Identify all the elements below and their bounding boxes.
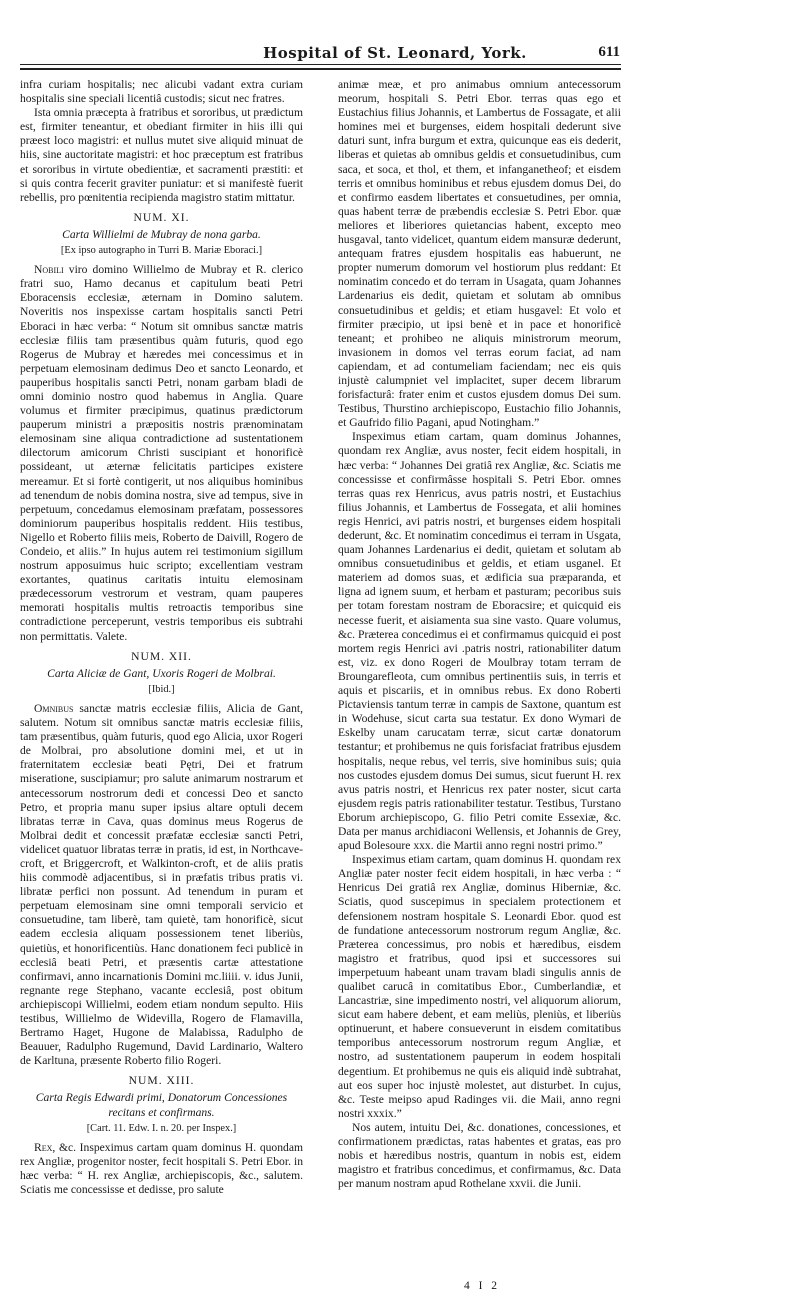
document-source-xi: [Ex ipso autographo in Turri B. Mariæ Eboraci.] (60, 245, 263, 257)
opening-word: Rex (34, 1140, 53, 1154)
document-number-xiii: NUM. XIII. (128, 1074, 195, 1088)
printer-signature: 4 I 2 (463, 1280, 501, 1292)
document-source-xii: [Ibid.] (148, 683, 175, 695)
document-number-xi: NUM. XI. (133, 210, 190, 224)
right-column (338, 78, 621, 1191)
paragraph-henry-charter: animæ meæ, et pro animabus omnium antecessorum meorum, hospitali S. Petri Ebor. terras quas ego et Eustachius filius Johannis, et Lambertus de Fossagate, et alii homines mei et burgenses, eidem hospitali dederunt sive daturi sunt, infra burgum et extra, quicunque eas eis dederit, liberas et quietas ab omnibus geldis et consuetudinibus, cum saca, et soca, et thol, et them, et infanganetheof; et eisdem terris et omnibus hominibus et rebus ejusdem domus Dei, do et confirmo easdem libertates et consuetudines, per omnia, quas habent terræ de præbendis ecclesiæ S. Petri Ebor. quæ meliores et liberiores quietancias habent, excepto meo husgaval, tanto videlicet, quantum eidem mansuræ dederunt, antequam fratres ejusdem hospitalis eas habuerunt, ne propter numerum domorum vel hostiorum plus reddant: Et nominatim concedo et do terram in Usagata, quam Johannes Lardenarius eis dedit, quietam et solutam ab omnibus consuetudinibus et geldis; et etiam husgavel: Et volo et firmiter præcipio, ut ipsi benè et in pace et honorificè teneant; et prohibeo ne aliquis ministrorum meorum, invasionem in domos vel terras eorum faciat, ad nam capiendam, et ad contumeliam faciendam; nec eis quis injustè calumpniet vel implacitet, super decem librarum forisfacturâ: frater enim et custos ejusdem domus Dei sum. Testibus, Thurstino archiepiscopo, Eustachio filio Johannis, et Gaufrido filio Pagani, apud Notingham.” (338, 78, 621, 430)
document-title-xiii: Carta Regis Edwardi primi, Donatorum Concessiones recitans et confirmans. (35, 1091, 288, 1119)
document-text-xiii (20, 1141, 303, 1197)
paragraph-continuation: infra curiam hospitalis; nec alicubi vadant extra curiam hospitalis sine speciali licentiâ custodis; sicut nec fratres. (20, 78, 303, 106)
charter-text: viro domino Willielmo de Mubray et R. clerico fratri suo, Hamo decanus et capitulum beati Petri Eboracensis ecclesiæ, æternam in Domino salutem. Noveritis nos inspexisse cartam hospitalis sancti Petri Eboraci in hæc verba: “ Notum sit omnibus sanctæ matris ecclesiæ filiis tam præsentibus quàm futuris, quod ego Rogerus de Mubray et hæredes mei concessimus et in perpetuam elemosinam dedimus Deo et sancto Leonardo, et pauperibus hospitalis sancti Petri, nonam garbam bladi de omni dominio nostro quod habemus in Anglia. Quare volumus et firmiter præcipimus, quatinus prædictorum pauperum ministri a præpositis nostris prænominatam elemosinam sine aliqua contradictione ad sustentationem dilectorum amicorum Christi suscipiant et honorificè possideant, ut æternæ felicitatis participes existere mereamur. Et si fortè contigerit, ut nos aliquibus hominibus ad tenendum de nobis domina nostra, sive ad tempus, sive in perpetuum, concedamus elemosinam præfatam, possessores dominiorum pauperibus hospitalis reddent. Hiis testibus, Nigello et Roberto filiis meis, Roberto de Daivill, Rogero de Condeio, et aliis.” In hujus autem rei testimonium sigillum nostrum apposuimus huic scripto; excellentiam vestram exortantes, quatinus caritatis intuitu elemosinam prædecessorum vestrorum et vestram, quam pauperes memorati hospitalis multis retroactis temporibus sine contradictione perceperunt, vestris temporibus eis subtrahi non permittatis. Valete. (20, 263, 303, 643)
page-number: 611 (598, 44, 620, 60)
header-rule-thin (20, 64, 621, 65)
opening-word: Nobili (34, 263, 64, 277)
left-column (20, 78, 303, 1197)
charter-text: sanctæ matris ecclesiæ filiis, Alicia de Gant, salutem. Notum sit omnibus sanctæ matris ecclesiæ filiis, tam præsentibus, quàm futuris, quod ego Alicia, uxor Rogeri de Molbrai, pro absolutione domini mei, et ut in fraternitatem ecclesiæ beati Pętri, Dei et fratrum miseratione, suscipiamur; pro salute animarum nostrarum et antecessorum nostrorum dedi et concessi Deo et sancto Petro, et propria manu super ipsius altare optuli decem libratas terræ in Cava, quas dominus meus Rogerus de Molbrai dedit et concessit præfatæ ecclesiæ sancti Petri, videlicet quatuor libratas terræ in pratis, id est, in Northcave-croft, et Briggercroft, et Walkinton-croft, et de aliis pratis hiis commodè adjacentibus, si in præfatis tribus pratis vi. libratæ perfici non possunt. Ad tenendum in puram et perpetuam elemosinam sine omni temporali servicio et consuetudine, tam liberè, tam quietè, tam honorificè, sicut eadem ecclesia aliquam possessionem tenet liberiùs, quietiùs, et honorificentiùs. Hanc donationem feci publicè in ecclesiâ beati Petri, et præsentis cartæ attestatione confirmavi, anno incarnationis Domini mc.liiii. v. idus Junii, regnante rege Stephano, vacante ecclesiâ, post obitum archiepiscopi Willielmi, eodem etiam nondum sepulto. Hiis testibus, Willielmo de Widevilla, Rogero de Flamavilla, Bertramo Haget, Hugone de Malabissa, Radulpho de Beauuer, Radulpho Rugemund, David Lardinario, Waltero de Karltuna, præsente Roberto filio Rogeri. (20, 701, 303, 1068)
document-text-xi (20, 263, 303, 644)
paragraph-john-charter: Inspeximus etiam cartam, quam dominus Johannes, quondam rex Angliæ, avus noster, fecit eidem hospitali, in hæc verba: “ Johannes Dei gratiâ rex Angliæ, &c. Sciatis me concessisse et confirmâsse hospitali S. Petri Ebor. omnes terras quas rex Henricus, avus patris nostri, et Eustachius filius Johannis, et Lambertus de Fossegata, et alii homines regis Henrici, avi patris nostri, et burgenses eidem hospitali dederunt, &c. Et nominatim concedimus ei terram in Usgata, quam Johannes Lardenarius ei dedit, quietam et solutam ab omnibus consuetudinibus et geldis, et etiam usganel. Et materiem ad domos suas, et ædificia sua præparanda, et ligna ad ignem suum, et herbam et pasturam; pecoribus suis per totam forestam nostram de Eboracsire; et quicquid eis necesse fuerit, et aisiamenta sua sine vasto. Quare volumus, &c. Præterea concedimus ei et confirmamus quicquid ei post mortem regis Henrici avi .patris nostri, rationabiliter datum est, viz. ex dono Rogeri de Moulbray totam terram de Broungarefleota, cum omnibus pertinentiis suis, in terris et aquis et piscariis, et in omnibus rebus. Ex dono Roberti Pictaviensis tantum terræ in campis de Saxtone, quantum est in Wodehuse, sicut carta sua testatur. Ex dono Wymari de Eskelby unam carucatam terræ, sicut cartæ donatorum testantur; et prohibemus ne quis forisfaciat fratribus ejusdem hospitalis, neque rebus, vel terris, sive hominibus suis; quia nos custodes ejusdem domus Dei sumus, sicut fuerunt H. rex avus patris nostri, et Henricus rex pater noster, sicut carta ejusdem regis patris rationabiliter testatur. Testibus, Turstano Eborum archiepiscopo, G. filio Petri comite Essexiæ, &c. Data per manus archidiaconi Wellensis, et Johannis de Grey, apud Bolesoure xxx. die Martii anno regni nostri primo.” (338, 430, 621, 853)
document-title-xi: Carta Willielmi de Mubray de nona garba. (62, 227, 261, 241)
document-source-xiii: [Cart. 11. Edw. I. n. 20. per Inspex.] (86, 1122, 237, 1134)
header-rule-thick (20, 68, 621, 70)
paragraph-henry-iii-charter: Inspeximus etiam cartam, quam dominus H. quondam rex Angliæ pater noster fecit eidem hospitali, in hæc verba : “ Henricus Dei gratiâ rex Angliæ, dominus Hiberniæ, &c. Sciatis, quod suscepimus in specialem protectionem et defensionem nostram hospitale S. Leonardi Ebor. quod est de fundatione antecessorum nostrorum regum Angliæ, &c. Præterea concessimus, pro nobis et hæredibus, eisdem magistro et fratribus, quod ipsi et successores sui imperpetuum habeant unam travam bladi singulis annis de qualibet carucâ in comitatibus Ebor., Cumberlandiæ, et Lancastriæ, sine impedimento nostri, vel aliquorum aliorum, sicut eam habere debent, et eam meliùs, pleniùs, et liberiùs optinuerunt, et habere consueverunt in eisdem comitatibus temporibus antecessorum nostrorum regum Angliæ, et nostro, ad sustentationem pauperum in eodem hospitali degentium. Et prohibemus ne quis eis aliquid indè subtrahat, aut eos super hoc injustè molestet, aut disturbet. In cujus, &c. Teste meipso apud Radinges vii. die Maii, anno regni nostri xxxix.” (338, 853, 621, 1120)
paragraph-precepts: Ista omnia præcepta à fratribus et sororibus, ut prædictum est, firmiter teneantur, et obediant firmiter in hiis illi qui præest loco magistri: et nullus mutet sive aliquid minuat de hiis, sine auctoritate magistri: et hoc præceptum est fratribus et sororibus in virtute obedientiæ, et sacramenti præstiti: et si quis contra fecerit graviter puniatur: et si manifestè fuerit rebellis, pro pœnitentia recipienda magistro statim mittatur. (20, 106, 303, 204)
running-head: Hospital of St. Leonard, York. (263, 44, 527, 62)
charter-text: , &c. Inspeximus cartam quam dominus H. quondam rex Angliæ, progenitor noster, fecit hospitali S. Petri Ebor. in hæc verba: “ H. rex Angliæ, archiepiscopis, &c., salutem. Sciatis me concessisse et dedisse, pro salute (20, 1140, 303, 1197)
document-title-xii: Carta Aliciæ de Gant, Uxoris Rogeri de Molbrai. (47, 666, 276, 680)
document-text-xii (20, 702, 303, 1068)
opening-word: Omnibus (34, 701, 74, 715)
document-number-xii: NUM. XII. (131, 649, 192, 663)
paragraph-confirmation: Nos autem, intuitu Dei, &c. donationes, concessiones, et confirmationem prædictas, ratas habentes et gratas, eas pro nobis et hæredibus nostris, quantum in nobis est, eidem magistro et fratribus concedimus, et confirmamus, &c. Data per manum nostram apud Rothelane xxvii. die Junii. (338, 1120, 621, 1191)
